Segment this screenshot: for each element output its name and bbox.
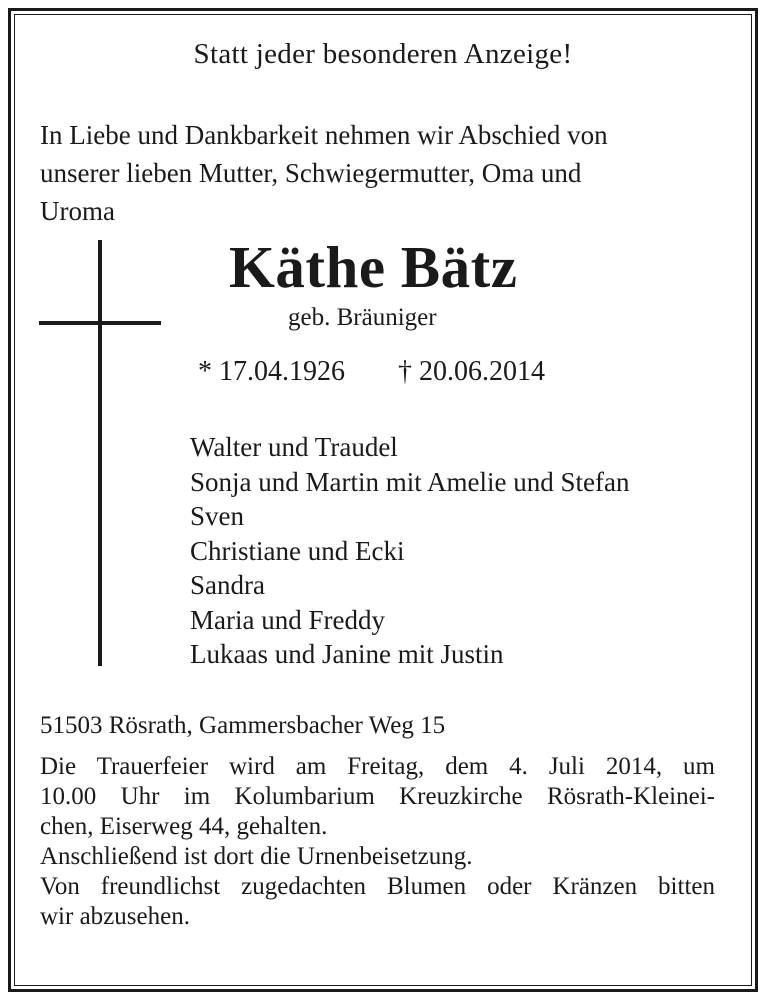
- maiden-name: geb. Bräuniger: [288, 304, 437, 331]
- family-member: Sandra: [190, 570, 265, 600]
- family-member: Christiane und Ecki: [190, 535, 405, 566]
- family-member: Lukaas und Janine mit Justin: [190, 639, 504, 669]
- deceased-name: Käthe Bätz: [229, 234, 518, 300]
- intro-text: [40, 116, 730, 230]
- cross-icon-horizontal-bar: [39, 321, 161, 325]
- details-line: Von freundlichst zugedachten Blumen oder Kränzen bitten: [40, 873, 715, 900]
- birth-date: * 17.04.1926: [198, 356, 345, 387]
- details-line: Anschließend ist dort die Urnenbeisetzung.: [40, 843, 473, 870]
- family-member: Sven: [190, 501, 244, 531]
- details-line: chen, Eiserweg 44, gehalten.: [40, 813, 328, 840]
- family-list: [190, 430, 629, 672]
- family-member: Sonja und Martin mit Amelie und Stefan: [190, 466, 630, 497]
- details-line: 10.00 Uhr im Kolumbarium Kreuzkirche Rösrath-Kleinei-: [40, 783, 715, 810]
- details-line: wir abzusehen.: [40, 903, 190, 930]
- death-date: † 20.06.2014: [398, 356, 545, 387]
- family-member: Maria und Freddy: [190, 604, 385, 635]
- intro-line: unserer lieben Mutter, Schwiegermutter, Oma und: [40, 158, 582, 188]
- notice-heading: Statt jeder besonderen Anzeige!: [193, 38, 573, 70]
- cross-icon-vertical-bar: [98, 240, 102, 666]
- family-member: Walter und Traudel: [190, 432, 398, 462]
- intro-line: Uroma: [40, 196, 115, 226]
- ceremony-details: [40, 752, 715, 932]
- address: 51503 Rösrath, Gammersbacher Weg 15: [40, 712, 446, 739]
- intro-line: In Liebe und Dankbarkeit nehmen wir Abschied von: [40, 120, 608, 150]
- details-line: Die Trauerfeier wird am Freitag, dem 4. Juli 2014, um: [40, 753, 715, 780]
